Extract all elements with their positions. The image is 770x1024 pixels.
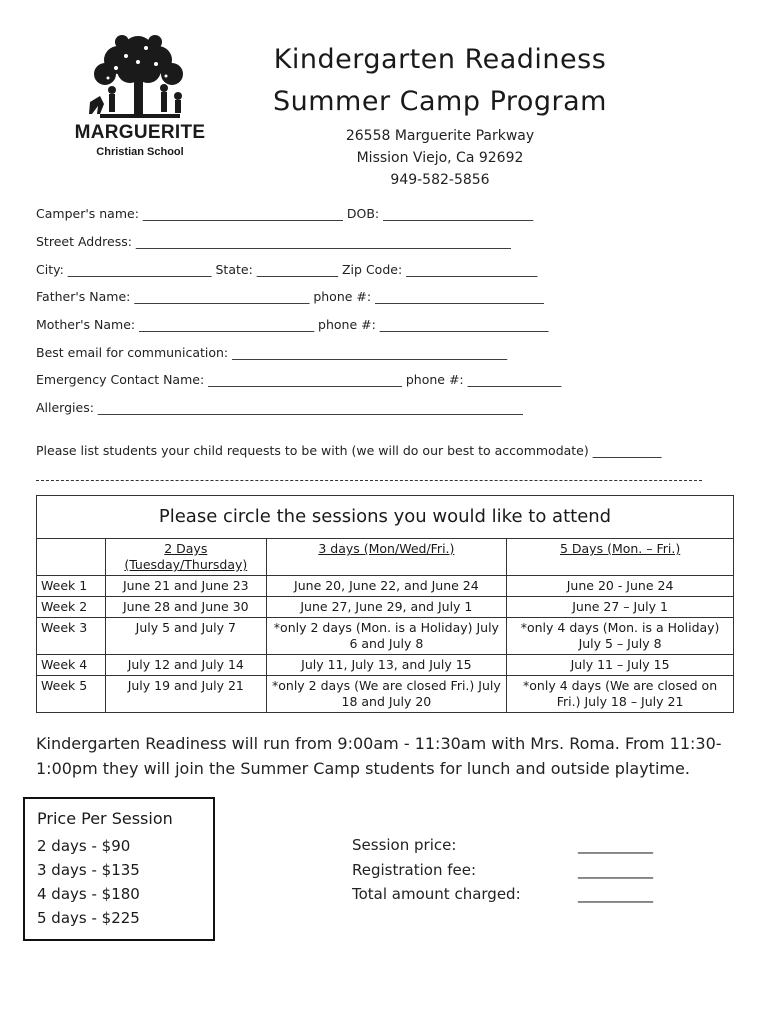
session-option[interactable]: *only 2 days (We are closed Fri.) July 18 and July 20 [266,676,507,713]
phone-number: 949-582-5856 [390,172,490,188]
school-logo [60,30,220,165]
emergency-contact-field[interactable]: Emergency Contact Name: _______________________________ phone #: _______________ [36,372,562,387]
allergies-field[interactable]: Allergies: ____________________________________________________________________ [36,400,523,415]
table-row [37,655,734,676]
sessions-table [36,495,734,713]
address-line-2: Mission Viejo, Ca 92692 [356,150,524,166]
week-label: Week 4 [37,655,106,676]
price-item: 3 days - $135 [37,861,140,879]
session-option[interactable]: July 19 and July 21 [106,676,267,713]
week-label: Week 2 [37,597,106,618]
requests-field[interactable]: Please list students your child requests to be with (we will do our best to accommodate) ___________ [36,443,662,458]
session-option[interactable]: June 27, June 29, and July 1 [266,597,507,618]
price-item: 4 days - $180 [37,885,140,903]
city-state-zip-field[interactable]: City: _______________________ State: _____________ Zip Code: _____________________ [36,262,538,277]
session-option[interactable]: June 28 and June 30 [106,597,267,618]
week-label: Week 1 [37,576,106,597]
session-option[interactable]: June 27 – July 1 [507,597,734,618]
session-option[interactable]: July 12 and July 14 [106,655,267,676]
price-item: 2 days - $90 [37,837,131,855]
price-box [23,797,215,941]
sessions-heading: Please circle the sessions you would like to attend [37,496,734,539]
tree-with-children-icon [60,30,220,122]
blank-header-cell [37,539,106,576]
total-charged-blank[interactable]: __________ [578,885,653,903]
session-option[interactable]: June 21 and June 23 [106,576,267,597]
title-line-2: Summer Camp Program [273,86,607,117]
schedule-note: Kindergarten Readiness will run from 9:00am - 11:30am with Mrs. Roma. From 11:30-1:00pm they will join the Summer Camp students for lunch and outside playtime. [36,734,722,778]
session-option[interactable]: *only 4 days (We are closed on Fri.) July 18 – July 21 [507,676,734,713]
session-option[interactable]: *only 4 days (Mon. is a Holiday) July 5 – July 8 [507,618,734,655]
table-row [37,618,734,655]
address-line-1: 26558 Marguerite Parkway [345,128,535,144]
col-two-days: 2 Days (Tuesday/Thursday) [106,539,267,576]
session-option[interactable]: *only 2 days (Mon. is a Holiday) July 6 and July 8 [266,618,507,655]
session-option[interactable]: July 5 and July 7 [106,618,267,655]
col-five-days: 5 Days (Mon. – Fri.) [507,539,734,576]
week-label: Week 3 [37,618,106,655]
col-three-days: 3 days (Mon/Wed/Fri.) [266,539,507,576]
requests-continuation-line[interactable] [36,480,702,481]
registration-fee-blank[interactable]: __________ [578,861,653,879]
mother-name-field[interactable]: Mother's Name: ____________________________ phone #: ___________________________ [36,317,549,332]
school-name: MARGUERITE [74,122,206,143]
session-option[interactable]: July 11, July 13, and July 15 [266,655,507,676]
session-option[interactable]: July 11 – July 15 [507,655,734,676]
session-price-label: Session price: [352,836,457,854]
price-item: 5 days - $225 [37,909,140,927]
table-row [37,576,734,597]
price-title: Price Per Session [37,809,173,828]
email-field[interactable]: Best email for communication: ____________________________________________ [36,345,508,360]
session-option[interactable]: June 20, June 22, and June 24 [266,576,507,597]
camper-name-field[interactable]: Camper's name: ________________________________ DOB: ________________________ [36,206,534,221]
registration-fee-label: Registration fee: [352,861,477,879]
table-row [37,676,734,713]
title-line-1: Kindergarten Readiness [273,44,607,75]
week-label: Week 5 [37,676,106,713]
street-address-field[interactable]: Street Address: ____________________________________________________________ [36,234,511,249]
total-charged-label: Total amount charged: [352,885,521,903]
table-row [37,597,734,618]
session-option[interactable]: June 20 - June 24 [507,576,734,597]
session-price-blank[interactable]: __________ [578,836,653,854]
father-name-field[interactable]: Father's Name: ____________________________ phone #: ___________________________ [36,289,544,304]
school-subtitle: Christian School [96,146,184,158]
